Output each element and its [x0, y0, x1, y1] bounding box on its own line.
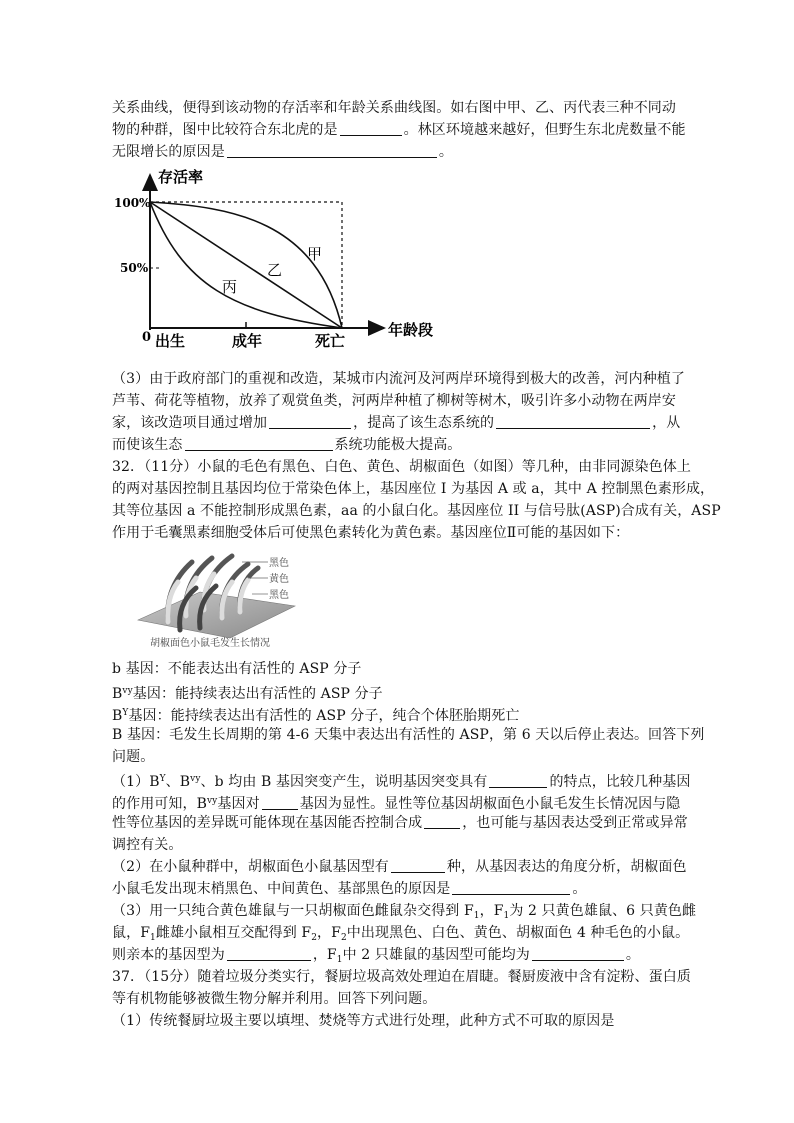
q32-text-2: 的两对基因控制且基因均位于常染色体上，基因座位 I 为基因 A 或 a，其中 A 控制黑色素形成，: [112, 481, 715, 497]
q3-text-3a: 家，该改造项目通过增加: [112, 415, 268, 431]
q37-text-2: 等有机物能够被微生物分解并利用。回答下列问题。: [112, 991, 437, 1007]
q32-text-4: 作用于毛囊黑素细胞受体后可使黑色素转化为黄色素。基因座位Ⅱ可能的基因如下：: [112, 525, 630, 541]
p3-sub-3: 1: [336, 955, 343, 965]
answer-blank[interactable]: [269, 414, 351, 429]
p3-text-1b: ，F: [479, 903, 504, 919]
answer-blank[interactable]: [489, 773, 547, 788]
q3-text-1: （3）由于政府部门的重视和改造，某城市内流河及河两岸环境得到极大的改善，河内种植了: [112, 371, 686, 387]
fig-caption: 胡椒面色小鼠毛发生长情况: [150, 638, 270, 649]
x-tick-death: 死亡: [315, 332, 346, 350]
p1-text-1c: 、b 均由 B 基因突变产生，说明基因突变具有: [200, 774, 488, 790]
gene-B-line: [112, 724, 704, 746]
p3-sub-2c: 2: [340, 933, 347, 943]
y-tick-50: 50%: [120, 261, 149, 275]
p1-text-3a: 性等位基因的差异既可能体现在基因能否控制合成: [112, 815, 423, 831]
p3-text-3b: ，F: [312, 947, 337, 963]
p3-text-2b: 雌雄小鼠相互交配得到 F: [155, 925, 312, 941]
q32-line-4: [112, 522, 629, 544]
intro-text-3b: 。: [438, 144, 453, 160]
p1-text-2a: 的作用可知，B: [112, 796, 207, 812]
q37-line-2: [112, 988, 436, 1010]
x-axis-title: 年龄段: [388, 321, 434, 339]
x-tick-birth: 出生: [155, 332, 186, 350]
fig-label-black-bottom: 黑色: [269, 590, 289, 601]
q37-text-3: （1）传统餐厨垃圾主要以填埋、焚烧等方式进行处理，此种方式不可取的原因是: [112, 1013, 615, 1029]
q3-text-3b: ，提高了该生态系统的: [353, 415, 495, 431]
answer-blank[interactable]: [391, 858, 445, 873]
p3-sub-2a: 1: [150, 933, 156, 943]
curve-label-yi: 乙: [267, 261, 283, 279]
q3-text-3c: ，从: [652, 415, 681, 431]
gene-b-text: b 基因：不能表达出有活性的 ASP 分子: [112, 661, 362, 677]
q37-line-3: [112, 1010, 615, 1032]
answer-blank[interactable]: [496, 414, 650, 429]
q32-text-1: 32．（11分）小鼠的毛色有黑色、白色、黄色、胡椒面色（如图）等几种，由非同源染色体上: [112, 459, 691, 475]
q3-text-4b: 系统功能极大提高。: [334, 437, 462, 453]
p1-text-4: 调控有关。: [112, 837, 183, 853]
p2-text-2b: 。: [572, 881, 587, 897]
q32-line-2: [112, 478, 714, 500]
q32-text-3: 其等位基因 a 不能控制形成黑色素，aa 的小鼠白化。基因座位 II 与信号肽(ASP)合成有关，ASP: [112, 503, 721, 519]
q32-line-3: [112, 500, 721, 522]
curve-label-bing: 丙: [222, 278, 238, 296]
p1-text-1a: （1）B: [112, 774, 160, 790]
gene-by-letter: B: [112, 708, 123, 724]
y-tick-100: 100%: [114, 196, 151, 210]
p1-text-1b: 、B: [165, 774, 191, 790]
y-axis-title: 存活率: [158, 168, 204, 186]
q37-line-1: [112, 966, 691, 988]
intro-line-1: [112, 97, 676, 119]
intro-text-2a: 物的种群，图中比较符合东北虎的是: [112, 122, 338, 138]
p3-text-3d: 。: [625, 947, 640, 963]
p3-sub-1b: 1: [503, 911, 510, 921]
gene-by-text: 基因：能持续表达出有活性的 ASP 分子，纯合个体胚胎期死亡: [128, 708, 520, 724]
q3-line-3: [112, 412, 680, 434]
p3-text-1a: （3）用一只纯合黄色雄鼠与一只胡椒面色雌鼠杂交得到 F: [112, 903, 474, 919]
intro-text-3a: 无限增长的原因是: [112, 144, 225, 160]
p1-line-3: [112, 812, 688, 834]
q3-line-1: [112, 368, 685, 390]
answer-blank[interactable]: [532, 946, 624, 961]
p3-text-2a: 鼠，F: [112, 925, 151, 941]
gene-by-sup: Y: [122, 708, 129, 718]
p3-text-3a: 则亲本的基因型为: [112, 947, 225, 963]
gene-B-text-2: 问题。: [112, 749, 155, 765]
q37-text-1: 37．（15分）随着垃圾分类实行，餐厨垃圾高效处理迫在眉睫。餐厨废液中含有淀粉、蛋白质: [112, 969, 691, 985]
q32-line-1: [112, 456, 691, 478]
p1-text-1d: 的特点，比较几种基因: [549, 774, 691, 790]
q3-text-2: 芦苇、荷花等植物，放养了观赏鱼类，河两岸种植了柳树等树木，吸引许多小动物在两岸安: [112, 393, 676, 409]
intro-line-2: [112, 119, 686, 141]
p2-text-1a: （2）在小鼠种群中，胡椒面色小鼠基因型有: [112, 859, 389, 875]
intro-text-2b: 。林区环境越来越好，但野生东北虎数量不能: [403, 122, 686, 138]
p3-text-2d: 中出现黑色、白色、黄色、胡椒面色 4 种毛色的小鼠。: [346, 925, 690, 941]
y-tick-0: 0: [142, 330, 152, 345]
gene-bvy-text: 基因：能持续表达出有活性的 ASP 分子: [132, 686, 383, 702]
curve-label-jia: 甲: [307, 245, 323, 263]
p1-sup-y: Y: [159, 774, 166, 784]
p3-text-1c: 为 2 只黄色雄鼠、6 只黄色雌: [509, 903, 697, 919]
q3-line-4: [112, 434, 461, 456]
answer-blank[interactable]: [340, 121, 402, 136]
p1-text-2c: 基因为显性。显性等位基因胡椒面色小鼠毛发生长情况因与隐: [299, 796, 681, 812]
answer-blank[interactable]: [262, 795, 298, 810]
p3-sub-1a: 1: [473, 911, 480, 921]
intro-text-1: 关系曲线，便得到该动物的存活率和年龄关系曲线图。如右图中甲、乙、丙代表三种不同动: [112, 100, 676, 116]
x-tick-adult: 成年: [232, 332, 263, 350]
p1-text-2b: 基因对: [217, 796, 260, 812]
answer-blank[interactable]: [185, 436, 333, 451]
q3-text-4a: 而使该生态: [112, 437, 183, 453]
p3-text-2c: ，F: [317, 925, 341, 941]
survival-rate-chart: [112, 165, 452, 360]
answer-blank[interactable]: [452, 880, 570, 895]
answer-blank[interactable]: [227, 946, 311, 961]
answer-blank[interactable]: [227, 143, 437, 158]
p3-sub-2b: 2: [311, 933, 318, 943]
p2-line-2: [112, 878, 587, 900]
answer-blank[interactable]: [424, 814, 460, 829]
p1-sup-vy: vy: [190, 774, 201, 784]
q3-line-2: [112, 390, 676, 412]
p2-text-2a: 小鼠毛发出现末梢黑色、中间黄色、基部黑色的原因是: [112, 881, 451, 897]
gene-bvy-sup: vy: [122, 686, 133, 696]
gene-B-line-2: [112, 746, 154, 768]
gene-b-line: [112, 658, 362, 680]
p2-text-1b: 种，从基因表达的角度分析，胡椒面色: [446, 859, 687, 875]
p1-text-3b: ，也可能与基因表达受到正常或异常: [462, 815, 688, 831]
p1-sup-vy-2: vy: [207, 796, 218, 806]
fig-label-yellow: 黄色: [269, 574, 289, 585]
p3-text-3c: 中 2 只雄鼠的基因型可能均为: [342, 947, 530, 963]
intro-line-3: [112, 141, 453, 163]
hair-growth-figure: [130, 548, 320, 658]
p1-line-4: [112, 834, 183, 856]
gene-B-text: B 基因：毛发生长周期的第 4-6 天集中表达出有活性的 ASP，第 6 天以后停止表达。回答下列: [112, 727, 705, 743]
gene-bvy-letter: B: [112, 686, 123, 702]
p2-line-1: [112, 856, 687, 878]
fig-label-black-top: 黑色: [269, 558, 289, 569]
